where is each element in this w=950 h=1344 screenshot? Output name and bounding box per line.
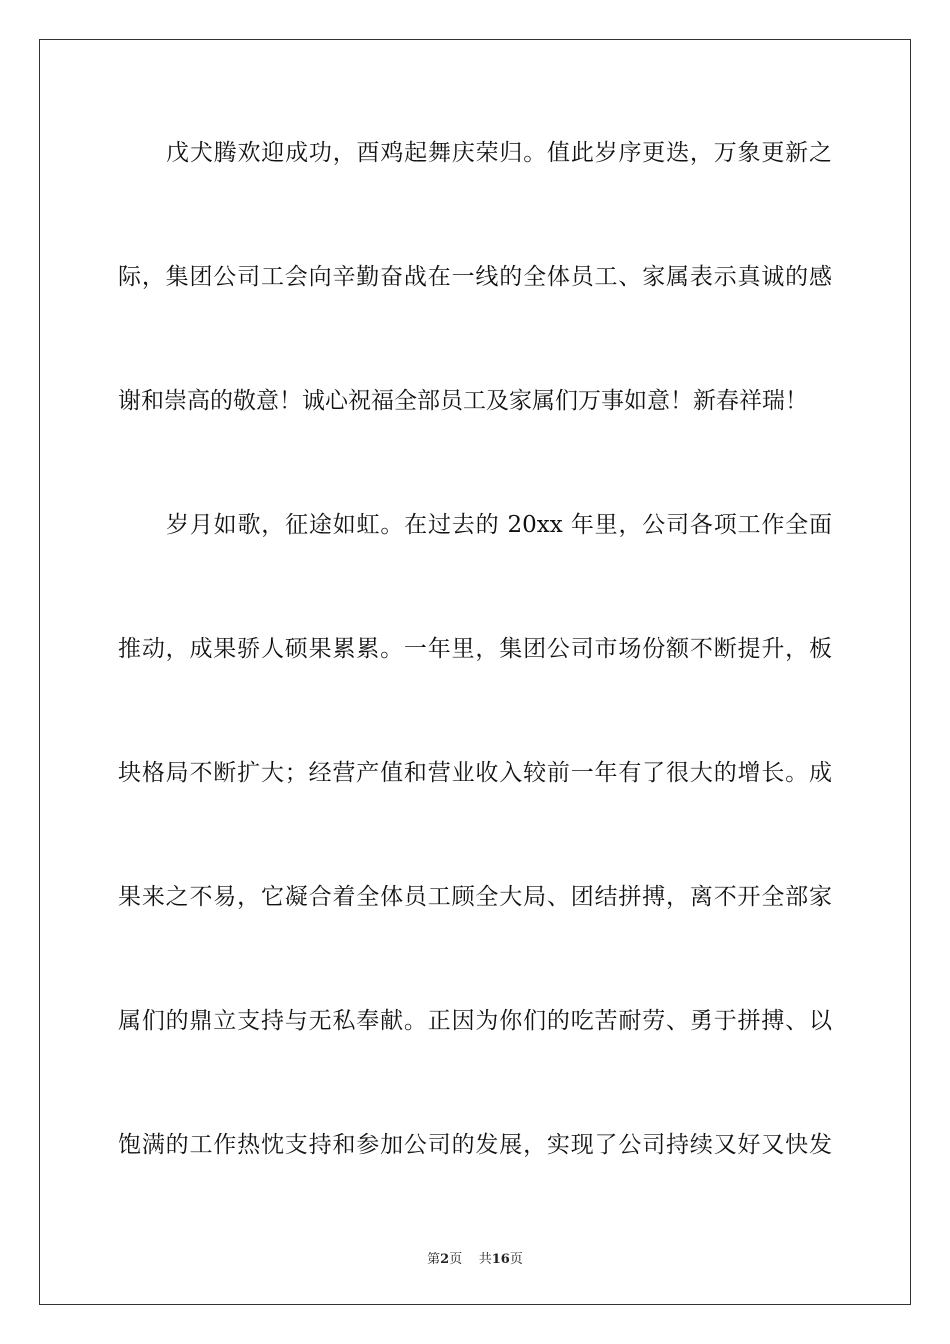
total-prefix: 共	[478, 1252, 492, 1267]
paragraph-1-line-3: 谢和崇高的敬意！诚心祝福全部员工及家属们万事如意！新春祥瑞！	[118, 388, 808, 414]
page-border	[39, 39, 911, 1305]
paragraph-2-line-5: 属们的鼎立支持与无私奉献。正因为你们的吃苦耐劳、勇于拼搏、以	[118, 1008, 832, 1034]
total-suffix: 页	[509, 1252, 523, 1267]
paragraph-1-line-2: 际，集团公司工会向辛勤奋战在一线的全体员工、家属表示真诚的感	[118, 264, 832, 290]
paragraph-2-line-1: 岁月如歌，征途如虹。在过去的 20xx 年里，公司各项工作全面	[166, 512, 832, 538]
paragraph-2-line-6: 饱满的工作热忱支持和参加公司的发展，实现了公司持续又好又快发	[118, 1132, 832, 1158]
page-current: 2	[440, 1252, 450, 1267]
page-total: 16	[491, 1252, 510, 1267]
page-prefix: 第	[427, 1252, 441, 1267]
page-footer	[0, 1248, 950, 1267]
page-suffix: 页	[449, 1252, 463, 1267]
paragraph-2-line-4: 果来之不易，它凝合着全体员工顾全大局、团结拼搏，离不开全部家	[118, 884, 832, 910]
paragraph-1-line-1: 戊犬腾欢迎成功，酉鸡起舞庆荣归。值此岁序更迭，万象更新之	[166, 140, 832, 166]
paragraph-2-line-2: 推动，成果骄人硕果累累。一年里，集团公司市场份额不断提升，板	[118, 636, 832, 662]
paragraph-2-line-3: 块格局不断扩大；经营产值和营业收入较前一年有了很大的增长。成	[118, 760, 832, 786]
